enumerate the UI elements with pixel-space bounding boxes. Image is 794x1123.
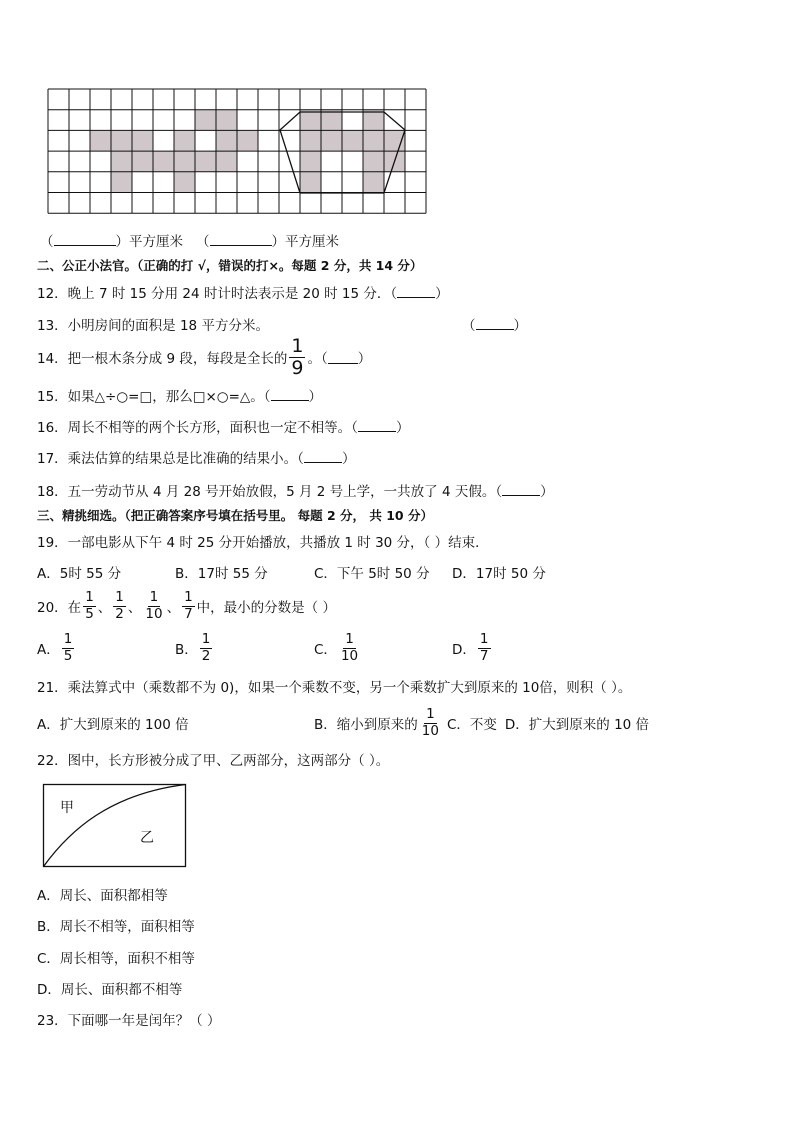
fraction: $\frac{1}{10}$ xyxy=(145,589,163,622)
shaded-cell xyxy=(174,172,195,193)
option-b[interactable]: B．周长不相等，面积相等 xyxy=(37,919,195,935)
fraction: $\frac{1}{5}$ xyxy=(85,589,94,622)
question-text: 18．五一劳动节从 4 月 28 号开始放假，5 月 2 号上学，一共放了 4 天假。（ xyxy=(37,484,503,500)
bracket: ） xyxy=(341,451,356,467)
option-a[interactable]: A．5时 55 分 xyxy=(37,566,122,582)
question-16 xyxy=(37,416,409,436)
question-text: 14．把一根木条分成 9 段，每段是全长的 xyxy=(37,351,288,367)
answer-blank[interactable] xyxy=(358,418,396,432)
answer-blank[interactable] xyxy=(271,387,309,401)
answer-left: （ ）平方厘米 xyxy=(40,234,183,250)
shaded-cell xyxy=(132,151,153,172)
fraction: $\frac{1}{9}$ xyxy=(291,334,304,379)
answer-right: （ ）平方厘米 xyxy=(196,234,339,250)
option-c[interactable]: C．下午 5时 50 分 xyxy=(314,566,430,582)
option-a[interactable]: A．扩大到原来的 100 倍 xyxy=(37,717,189,733)
answer-blank[interactable] xyxy=(210,232,272,246)
answer-blank[interactable] xyxy=(54,232,116,246)
unit-label: 平方厘米 xyxy=(129,234,183,250)
question-19: 19．一部电影从下午 4 时 25 分开始播放，共播放 1 时 30 分，（ ）结束． xyxy=(37,535,489,551)
shaded-cell xyxy=(300,110,321,131)
question-13-answer xyxy=(462,314,527,334)
answer-blank[interactable] xyxy=(328,350,358,364)
shaded-cell xyxy=(300,151,321,172)
shaded-cell xyxy=(342,130,363,151)
option-d[interactable]: D．周长、面积都不相等 xyxy=(37,982,183,998)
shaded-cell xyxy=(216,110,237,131)
question-22: 22．图中，长方形被分成了甲、乙两部分，这两部分（ ）。 xyxy=(37,753,390,769)
option-d[interactable]: D．17时 50 分 xyxy=(452,566,546,582)
label-yi: 乙 xyxy=(140,830,154,846)
answer-blank[interactable] xyxy=(397,284,435,298)
option-b[interactable]: B．缩小到原来的 $\frac{1}{10}$ C．不变 D．扩大到原来的 10 倍 xyxy=(314,706,650,739)
shaded-cell xyxy=(363,110,384,131)
bracket: ） xyxy=(308,389,323,405)
question-text: 20．在 xyxy=(37,600,82,616)
shaded-cell xyxy=(111,151,132,172)
label-jia: 甲 xyxy=(60,800,74,816)
option-b[interactable]: B．17时 55 分 xyxy=(175,566,268,582)
shaded-cell xyxy=(321,110,342,131)
question-15 xyxy=(37,385,322,405)
grid-lines xyxy=(48,89,426,213)
fraction: $\frac{1}{10}$ xyxy=(340,631,359,664)
question-14 xyxy=(37,334,372,379)
shaded-cell xyxy=(90,130,111,151)
section-title: 二、公正小法官。（正确的打 √，错误的打×。每题 2 分，共 14 分） xyxy=(37,258,423,273)
bracket: ） xyxy=(513,318,527,334)
option-d[interactable]: D． $\frac{1}{7}$ xyxy=(452,631,489,664)
shaded-cell xyxy=(111,130,132,151)
option-c[interactable]: C．周长相等，面积不相等 xyxy=(37,951,195,967)
shaded-cell xyxy=(195,151,216,172)
separator: 、 xyxy=(166,600,181,616)
option-c[interactable]: C．不变 xyxy=(446,717,497,733)
rectangle-figure xyxy=(40,780,190,870)
bracket: ） xyxy=(395,420,410,436)
answer-blank[interactable] xyxy=(304,449,342,463)
question-text: 12．晚上 7 时 15 分用 24 时计时法表示是 20 时 15 分．（ xyxy=(37,286,398,302)
question-17 xyxy=(37,447,355,467)
shaded-cell xyxy=(363,130,384,151)
question-12 xyxy=(37,282,449,302)
option-c[interactable]: C． $\frac{1}{10}$ xyxy=(314,631,359,664)
option-d[interactable]: D．扩大到原来的 10 倍 xyxy=(504,717,650,733)
fraction: $\frac{1}{5}$ xyxy=(63,631,73,664)
shaded-cell xyxy=(363,151,384,172)
fraction: $\frac{1}{2}$ xyxy=(115,589,124,622)
question-text: 13．小明房间的面积是 18 平方分米。 xyxy=(37,318,269,334)
shaded-cell xyxy=(153,151,174,172)
question-text: 中，最小的分数是（ ） xyxy=(196,600,336,616)
question-18 xyxy=(37,480,554,500)
fraction: $\frac{1}{7}$ xyxy=(479,631,489,664)
question-text: 15．如果△÷○=□，那么□×○=△。（ xyxy=(37,389,271,405)
shaded-cell xyxy=(300,130,321,151)
shaded-cell xyxy=(216,130,237,151)
shaded-cell xyxy=(237,130,258,151)
separator: 、 xyxy=(97,600,112,616)
shaded-cell xyxy=(216,151,237,172)
shaded-cell xyxy=(363,172,384,193)
shaded-cell xyxy=(111,172,132,193)
fraction: $\frac{1}{2}$ xyxy=(201,631,211,664)
question-text: 16．周长不相等的两个长方形，面积也一定不相等。（ xyxy=(37,420,358,436)
shaded-cell xyxy=(195,110,216,131)
fraction: $\frac{1}{7}$ xyxy=(184,589,193,622)
separator: 、 xyxy=(127,600,142,616)
question-13 xyxy=(37,314,269,334)
bracket: ） xyxy=(357,351,372,367)
grid-figure xyxy=(0,0,794,230)
question-20 xyxy=(37,587,336,625)
question-text: 。（ xyxy=(307,351,328,367)
shaded-cell xyxy=(174,151,195,172)
section-title: 三、精挑细选。（把正确答案序号填在括号里。 每题 2 分， 共 10 分） xyxy=(37,508,433,523)
bracket: （ xyxy=(462,318,476,334)
bracket: ） xyxy=(540,484,554,500)
option-a[interactable]: A． $\frac{1}{5}$ xyxy=(37,631,73,664)
fraction: $\frac{1}{10}$ xyxy=(421,706,439,739)
unit-label: 平方厘米 xyxy=(285,234,339,250)
option-b[interactable]: B． $\frac{1}{2}$ xyxy=(175,631,211,664)
shaded-cell xyxy=(174,130,195,151)
answer-blank[interactable] xyxy=(502,482,540,496)
shaded-cell xyxy=(132,130,153,151)
shaded-cell xyxy=(321,130,342,151)
question-text: 17．乘法估算的结果总是比准确的结果小。（ xyxy=(37,451,304,467)
answer-blank[interactable] xyxy=(476,316,514,330)
bracket: ） xyxy=(435,286,449,302)
shaded-cell xyxy=(300,172,321,193)
question-23: 23．下面哪一年是闰年？（ ） xyxy=(37,1013,221,1029)
option-a[interactable]: A．周长、面积都相等 xyxy=(37,888,168,904)
question-21: 21．乘法算式中（乘数都不为 0)，如果一个乘数不变，另一个乘数扩大到原来的 10倍，则积（ ）。 xyxy=(37,680,632,696)
